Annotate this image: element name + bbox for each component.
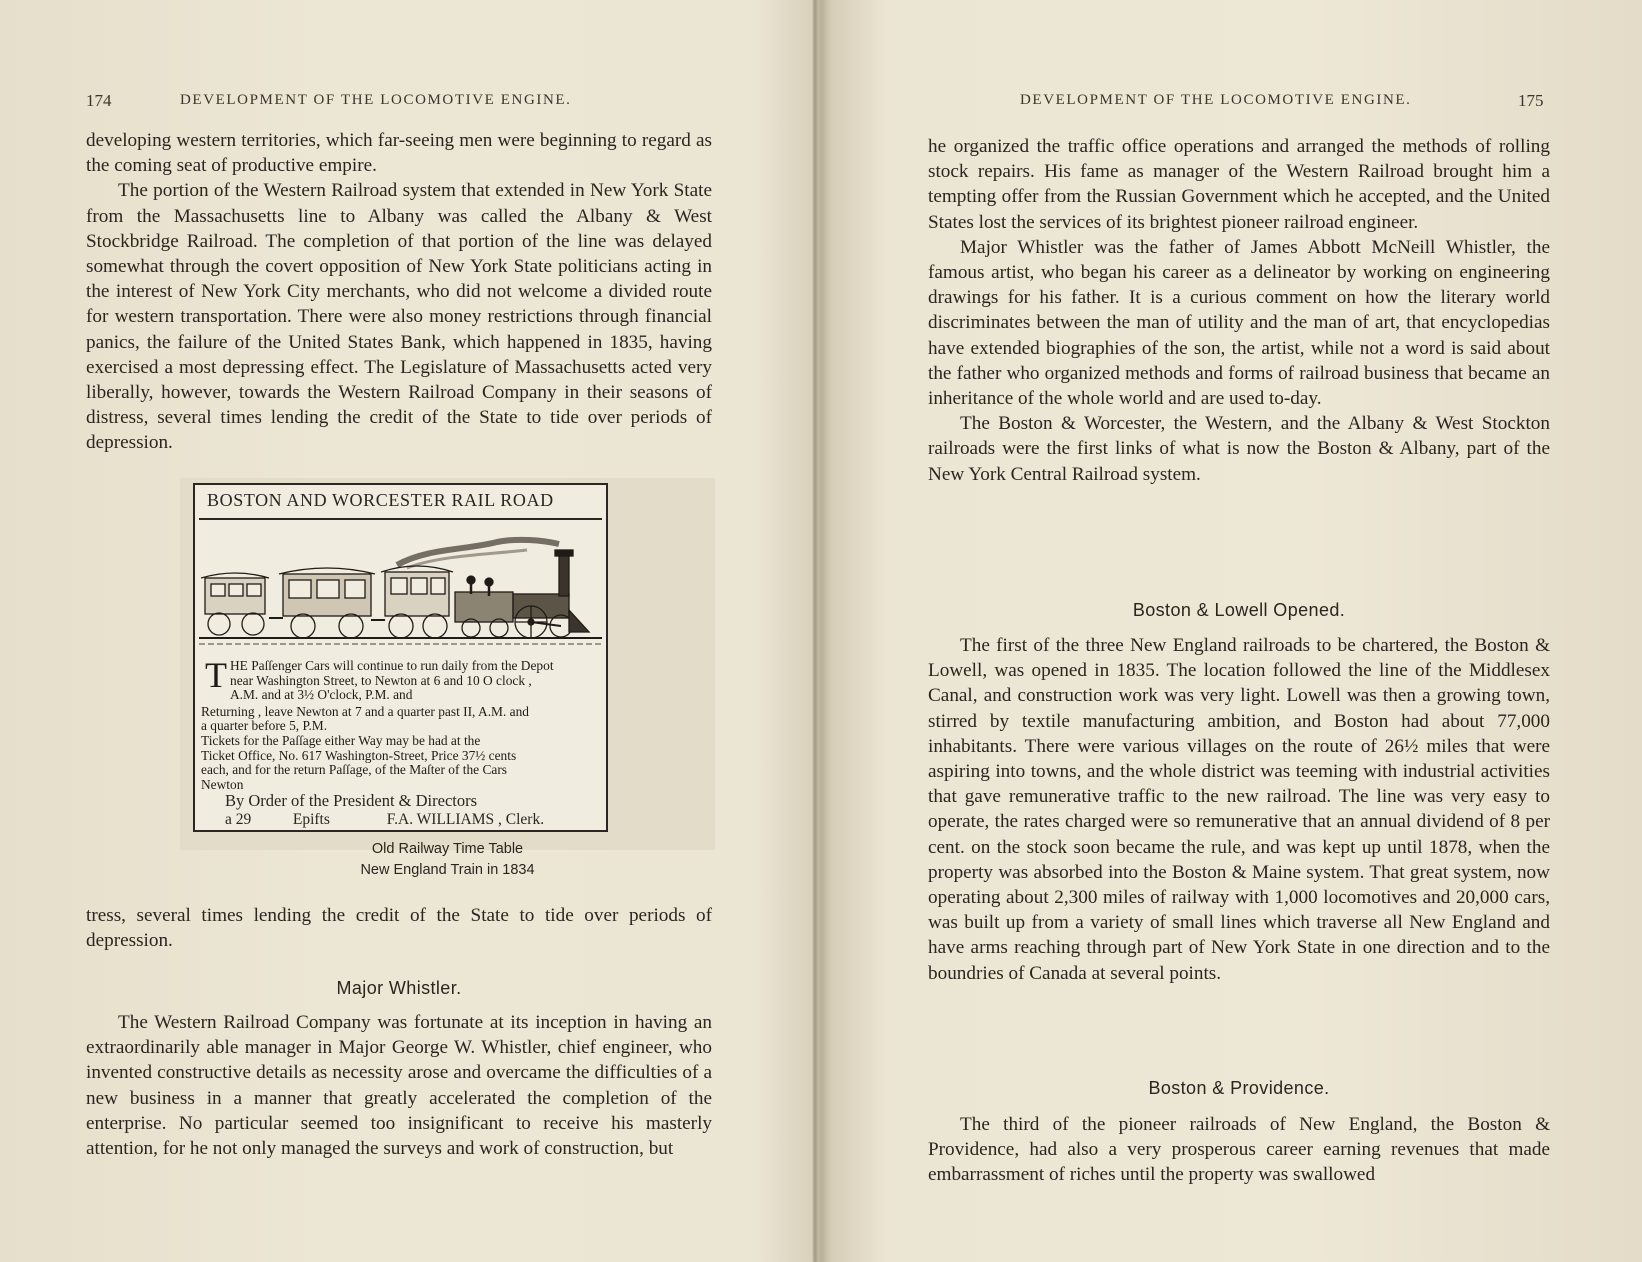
advertisement-title: BOSTON AND WORCESTER RAIL ROAD bbox=[207, 490, 554, 510]
right-paragraph-1: he organized the traffic office operations and arranged the methods of rolling stock repairs. His fame as manager of the Western Railroad brought him a tempting offer from the Russian Government which he accepted, and the United States lost the services of its brightest pioneer railroad engineer. bbox=[928, 136, 1550, 233]
heading-boston-providence: Boston & Providence. bbox=[1148, 1078, 1330, 1098]
running-head-right: DEVELOPMENT OF THE LOCOMOTIVE ENGINE. bbox=[1020, 92, 1412, 108]
right-paragraph-4: The first of the three New England railroads to be chartered, the Boston & Lowell, was opened in 1835. The location followed the line of the Middlesex Canal, and construction work was very light. Lowell was then a growing town, stirred by textile manufacturing ambition, and Boston had about 77,000 inhabitants. There were various villages on the route of 26½ miles that were aspiring into towns, and the whole district was teeming with industrial activities that gave remunerative traffic to the new railroad. The line was very easy to operate, the rates charged were so remunerative that an annual dividend of 8 per cent. on the stock soon became the rule, and was kept up until 1878, when the property was absorbed into the Boston & Maine system. That great system, now operating about 2,300 miles of railway with 1,000 locomotives and 20,000 cars, was built up from a variety of small lines which traverse all New England and have arms reaching through part of New York State in one direction and to the boundries of Canada at several points. bbox=[928, 635, 1550, 984]
timetable-advertisement bbox=[193, 483, 608, 832]
advertisement-notice bbox=[201, 655, 602, 792]
running-head-left: DEVELOPMENT OF THE LOCOMOTIVE ENGINE. bbox=[180, 92, 572, 108]
heading-boston-lowell: Boston & Lowell Opened. bbox=[1132, 600, 1346, 620]
right-text-top bbox=[928, 134, 1550, 487]
advertisement-line: Newton bbox=[201, 776, 244, 792]
left-text-middle bbox=[86, 903, 712, 953]
left-text-bottom bbox=[86, 1010, 712, 1161]
right-paragraph-2: Major Whistler was the father of James Abbott McNeill Whistler, the famous artist, who began his career as a delineator by working on engineering drawings for his father. It is a curious comment on how the literary world discriminates between the man of utility and the man of art, that encyclopedias have extended biographies of the son, the artist, while not a word is said about the father who organized methods and forms of railroad business that became an inheritance of the whole world and are used to-day. bbox=[928, 236, 1550, 410]
left-paragraph-2-continued: tress, several times lending the credit of the State to tide over periods of depression. bbox=[86, 905, 712, 952]
left-paragraph-1: developing western territories, which far-seeing men were beginning to regard as the coming seat of productive empire. bbox=[86, 130, 712, 177]
advertisement-drop-cap: T bbox=[205, 655, 227, 695]
advertisement-line: Ticket Office, No. 617 Washington-Street, Price 37½ cents bbox=[201, 747, 517, 763]
page-number-right: 175 bbox=[1518, 91, 1544, 110]
right-page bbox=[818, 0, 1642, 1262]
right-text-middle bbox=[928, 633, 1550, 986]
right-text-bottom bbox=[928, 1112, 1550, 1188]
figure-caption-line-2: New England Train in 1834 bbox=[360, 862, 535, 878]
right-paragraph-3: The Boston & Worcester, the Western, and the Albany & West Stockton railroads were the first links of what is now the Boston & Albany, part of the New York Central Railroad system. bbox=[928, 413, 1550, 485]
right-paragraph-5: The third of the pioneer railroads of New England, the Boston & Providence, had also a very prosperous career earning revenues that made embarrassment of riches until the property was swallowed bbox=[928, 1114, 1550, 1186]
advertisement-clerk: F.A. WILLIAMS , Clerk. bbox=[386, 811, 545, 828]
left-page bbox=[0, 0, 812, 1262]
page-number-left: 174 bbox=[86, 91, 112, 110]
advertisement-line: Tickets for the Paſſage either Way may be had at the bbox=[201, 732, 481, 748]
advertisement-line: near Washington Street, to Newton at 6 and 10 O clock , bbox=[230, 672, 532, 688]
advertisement-date: a 29 bbox=[225, 811, 252, 828]
left-text-top bbox=[86, 128, 712, 454]
figure-caption-line-1: Old Railway Time Table bbox=[371, 841, 524, 857]
left-paragraph-2: The portion of the Western Railroad system that extended in New York State from the Massachusetts line to Albany was called the Albany & West Stockbridge Railroad. The completion of that portion of the line was delayed somewhat through the covert opposition of New York State politicians acting in the interest of New York City merchants, who did not welcome a divided route for western transportation. There were also money restrictions through financial panics, the failure of the United States Bank, which happened in 1835, having exercised a most depressing effect. The Legislature of Massachusetts acted very liberally, however, towards the Western Railroad Company in their seasons of distress, several times lending the credit of the State to tide over periods of depression. bbox=[86, 180, 712, 454]
advertisement-epifts: Epifts bbox=[292, 811, 330, 828]
left-paragraph-3: The Western Railroad Company was fortunate at its inception in having an extraordinarily able manager in Major George W. Whistler, chief engineer, who invented constructive details as necessity arose and overcame the difficulties of a new business in a manner that greatly accelerated the completion of the enterprise. No particular seemed too insignificant to receive his masterly attention, for he not only managed the surveys and work of construction, but bbox=[86, 1012, 712, 1160]
heading-major-whistler: Major Whistler. bbox=[336, 978, 462, 998]
advertisement-line: each, and for the return Paſſage, of the Maſter of the Cars bbox=[201, 762, 508, 778]
advertisement-signature-line bbox=[225, 811, 605, 829]
advertisement-order-line: By Order of the President & Directors bbox=[225, 791, 478, 810]
train-engraving bbox=[197, 520, 606, 660]
advertisement-line: HE Paſſenger Cars will continue to run daily from the Depot bbox=[230, 658, 554, 673]
advertisement-line: a quarter before 5, P.M. bbox=[201, 718, 328, 734]
advertisement-line: Returning , leave Newton at 7 and a quarter past II, A.M. and bbox=[201, 703, 529, 719]
advertisement-line: A.M. and at 3½ O'clock, P.M. and bbox=[230, 687, 413, 703]
